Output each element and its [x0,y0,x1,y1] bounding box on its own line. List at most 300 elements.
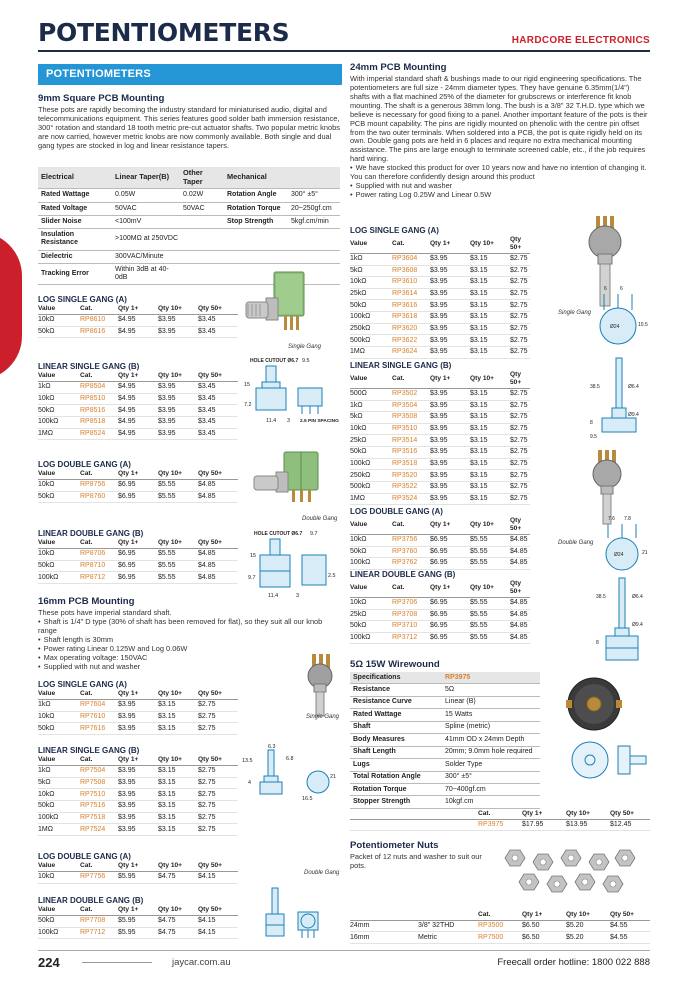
dim-label: Ø9.4 [632,622,643,628]
price-table [38,755,238,836]
pot-pin [290,316,293,330]
price-cell: $2.75 [510,346,530,358]
price-cell: $2.75 [198,777,238,789]
table-row [38,315,238,327]
value-cell: 10kΩ [38,711,80,723]
ww-spec-table [350,672,540,809]
spec-label: Dielectric [38,250,112,263]
table-row [350,597,530,609]
col-cat: Cat. [80,755,118,765]
price-cell: $5.55 [470,534,510,546]
col-value: Value [38,538,80,548]
cat-number[interactable]: RP3610 [392,277,430,289]
spec-value: 41mm OD x 24mm Depth [442,734,540,746]
dim-label: 15 [244,382,250,388]
cat-number[interactable]: RP8510 [80,393,118,405]
table-row [350,265,530,277]
spec-row [350,759,540,771]
value-cell: 10kΩ [350,534,392,546]
col-empty [418,910,478,920]
table-row [350,621,530,633]
col-cat: Cat. [392,370,430,388]
spec-empty [224,229,340,251]
table-row [350,288,530,300]
price-cell: $2.75 [510,423,530,435]
col-q1: Qty 1+ [118,304,158,314]
ww-lug [566,700,572,708]
price-table [350,516,530,569]
price-cell: $4.85 [510,546,530,558]
price-cell: $6.95 [118,572,158,584]
cat-number[interactable]: RP7712 [80,927,118,939]
cat-number[interactable]: RP8706 [80,549,118,561]
value-cell: 100kΩ [350,632,392,644]
value-cell: 1MΩ [38,428,80,440]
bullet-item: • Max operating voltage: 150VAC [38,654,340,663]
table-row [38,723,238,735]
table-title: LINEAR SINGLE GANG (B) [350,361,452,370]
cat-number[interactable]: RP7510 [80,789,118,801]
price-cell: $3.95 [430,323,470,335]
cat-number[interactable]: RP7508 [80,777,118,789]
dim-label: 9.7 [310,531,318,537]
col-value: Value [38,755,80,765]
col-q1: Qty 1+ [118,755,158,765]
cat-number[interactable]: RP7604 [80,700,118,712]
price-cell: $3.95 [118,824,158,836]
cat-number[interactable]: RP3502 [392,388,430,400]
price-cell: $5.95 [118,927,158,939]
m24-bullet-list [350,164,650,200]
price-cell: $2.75 [510,412,530,424]
price-cell: $3.15 [470,458,510,470]
pot-shaft [316,692,324,716]
cat-number[interactable]: RP8518 [80,417,118,429]
cat-number[interactable]: RP8760 [80,491,118,503]
value-cell: 50kΩ [38,723,80,735]
cat-number[interactable]: RP7524 [80,824,118,836]
nuts-description: Packet of 12 nuts and washer to suit our pots. [350,852,482,871]
table-title: LOG DOUBLE GANG (A) [350,507,443,516]
dim-shaft [266,366,276,382]
ww-dim-side [618,746,630,774]
table-title: LOG DOUBLE GANG (A) [38,852,131,861]
price-cell: $3.15 [470,470,510,482]
footer-hotline: Freecall order hotline: 1800 022 888 [497,957,650,968]
cat-number[interactable]: RP8524 [80,428,118,440]
caption-single-gang: Single Gang [288,344,322,350]
pot-pin [292,490,295,502]
spec-row [350,746,540,758]
price-cell: $4.55 [610,920,650,932]
dim-label: 13.5 [242,758,253,764]
price-table [38,469,238,503]
ww-lug [616,700,622,708]
col-q50: Qty 50+ [510,370,530,388]
cat-number[interactable]: RP3504 [392,400,430,412]
dim-label: 2.5 [328,573,336,579]
dim-label: 8 [596,640,599,646]
price-cell: $3.15 [470,253,510,265]
nut-holes [512,855,628,887]
spec-value: Within 3dB at 40-0dB [112,263,180,285]
spec-value: 300VAC/Minute [112,250,224,263]
price-cell: $3.95 [430,481,470,493]
nut-hole [540,859,546,865]
cat-number[interactable]: RP3616 [392,300,430,312]
spec-value: Linear (B) [442,696,540,708]
cat-number[interactable]: RP3508 [392,412,430,424]
spec-label: Rotation Torque [350,783,442,795]
price-cell: $3.15 [470,447,510,459]
price-cell: $3.95 [118,789,158,801]
price-cell: $4.95 [118,417,158,429]
price-cell: $5.95 [118,916,158,928]
cat-number[interactable]: RP7616 [80,723,118,735]
spec-label: Resistance [350,684,442,696]
cat-number[interactable]: RP7610 [80,711,118,723]
spec-label: Stopper Strength [350,796,442,808]
cat-number[interactable]: RP3708 [392,609,430,621]
spec-value: >100MΩ at 250VDC [112,229,224,251]
cat-number[interactable]: RP3604 [392,253,430,265]
col-q1: Qty 1+ [430,516,470,534]
cat-number[interactable]: RP7500 [478,932,522,944]
pot-bush [598,254,612,264]
col-cat: Cat. [80,304,118,314]
value-cell: 10kΩ [38,393,80,405]
dim-shaft [619,578,625,628]
price-cell: $2.75 [510,400,530,412]
header-divider [38,50,650,52]
cat-number[interactable]: RP7756 [80,872,118,884]
table-row [350,400,530,412]
col-q50: Qty 50+ [510,235,530,253]
table-row [38,480,238,492]
table-title: LOG DOUBLE GANG (A) [38,460,131,469]
col-value: Value [38,304,80,314]
dim-label: 11.4 [268,593,279,599]
price-cell: $4.15 [198,916,238,928]
price-cell: $6.95 [430,597,470,609]
value-cell: 25kΩ [350,288,392,300]
dim-label: 6.8 [286,756,294,762]
sq9-heading: 9mm Square PCB Mounting [38,93,165,104]
value-cell: 100kΩ [38,927,80,939]
col-q10: Qty 10+ [470,516,510,534]
table-row [350,609,530,621]
ww-dim-front [572,742,608,778]
bullet-item: • Power rating Linear 0.125W and Log 0.06W [38,645,340,654]
price-cell: $3.15 [470,400,510,412]
value-cell: 1kΩ [38,766,80,778]
cat-number[interactable]: RP3710 [392,621,430,633]
dim-label: 21 [642,550,648,556]
cat-number[interactable]: RP3520 [392,470,430,482]
sq9-description: These pots are rapidly becoming the industry standard for miniaturised audio, digital and telecommunications equipment. This series features good solder bath immersion resistance, 300° rotation and standard 18 tooth metric pre-cut actuator shafts. Two popular metric knobs are now carried, however metric knobs are now commonly available. Both single and dual gang types are stocked in log and linear resistance tapers. [38,105,340,150]
table-title: LOG SINGLE GANG (A) [38,295,127,304]
price-cell: $3.95 [158,326,198,338]
table-row [350,932,650,944]
price-cell: $3.15 [158,711,198,723]
cell-empty [350,819,478,831]
col-q10: Qty 10+ [158,538,198,548]
cat-number[interactable]: RP8516 [80,405,118,417]
bullet-item: • Shaft length is 30mm [38,636,340,645]
price-block [350,226,530,359]
price-cell: $5.55 [470,621,510,633]
value-cell: 250kΩ [350,323,392,335]
price-cell: $6.50 [522,932,566,944]
price-cell: $5.55 [470,558,510,570]
price-cell: $3.15 [158,723,198,735]
pot-16mm-dimension-drawing [240,740,340,804]
price-cell: $4.95 [118,315,158,327]
price-table [350,235,530,358]
price-cell: $3.15 [470,346,510,358]
cat-number[interactable]: RP7518 [80,812,118,824]
price-cell: $4.85 [510,632,530,644]
ww-spec-cat: RP3975 [442,672,540,684]
col-value: Value [38,469,80,479]
price-cell: $6.95 [430,534,470,546]
table-row [38,572,238,584]
price-cell: $3.95 [118,711,158,723]
price-cell: $3.95 [430,288,470,300]
price-cell: $5.55 [158,491,198,503]
cat-number[interactable]: RP3622 [392,335,430,347]
spec-head-empty [288,167,340,189]
cat-number[interactable]: RP8710 [80,560,118,572]
cat-number[interactable]: RP3614 [392,288,430,300]
price-cell: $3.15 [470,481,510,493]
price-block [350,361,530,505]
dim-shaft [272,888,278,914]
price-cell: $4.95 [118,393,158,405]
dim-label: 3 [287,418,290,424]
cat-number[interactable]: RP7708 [80,916,118,928]
price-cell: $3.95 [430,277,470,289]
col-q10: Qty 10+ [158,861,198,871]
cat-number[interactable]: RP3762 [392,558,430,570]
table-row [38,801,238,813]
price-table [38,689,238,735]
dim-body [256,388,286,410]
price-cell: $4.85 [198,560,238,572]
price-cell: $4.95 [118,428,158,440]
nuts-price-table [350,910,650,944]
price-block [38,460,238,503]
table-title: LINEAR SINGLE GANG (B) [38,746,140,755]
value-cell: 250kΩ [350,470,392,482]
cat-number[interactable]: RP8504 [80,382,118,394]
col-q50: Qty 50+ [198,861,238,871]
table-row [350,558,530,570]
cat-number[interactable]: RP3618 [392,312,430,324]
table-title: LOG SINGLE GANG (A) [38,680,127,689]
price-cell: $3.15 [158,700,198,712]
col-q50: Qty 50+ [198,905,238,915]
spec-value [180,215,224,228]
price-cell: $3.15 [470,323,510,335]
price-block [38,529,238,584]
price-cell: $3.15 [470,388,510,400]
dim-label: 38.5 [596,594,606,600]
price-cell: $3.95 [158,405,198,417]
cat-number[interactable]: RP3608 [392,265,430,277]
price-cell: $2.75 [510,470,530,482]
spec-value: 0.02W [180,189,224,202]
dim-label: 11.4 [266,418,277,424]
nuts-section [350,840,490,871]
price-cell: $6.95 [430,609,470,621]
caption-double-gang: Double Gang [304,870,340,876]
price: $13.95 [566,819,610,831]
price-cell: $4.15 [198,872,238,884]
pot-16mm-double-dimension-drawing [262,882,342,946]
spec-row [350,771,540,783]
footer-url[interactable]: jaycar.com.au [172,957,231,968]
spec-head: Other Taper [180,167,224,189]
col-value: Value [350,370,392,388]
spec-label: Resistance Curve [350,696,442,708]
price-cell: $3.95 [430,312,470,324]
cat-number[interactable]: RP3760 [392,546,430,558]
price-cell: $3.95 [430,412,470,424]
dim-label: 6.3 [268,744,276,750]
m24-section [350,62,650,200]
price-cell: $4.85 [510,534,530,546]
cat-number[interactable]: RP3620 [392,323,430,335]
spec-label: Lugs [350,759,442,771]
cat-number[interactable]: RP3975 [478,819,522,831]
col-q10: Qty 10+ [158,304,198,314]
nut-hole [526,879,532,885]
cat-number[interactable]: RP3510 [392,423,430,435]
price-cell: $6.95 [118,560,158,572]
cat-number[interactable]: RP3500 [478,920,522,932]
col-cat: Cat. [80,905,118,915]
price-cell: $2.75 [510,493,530,505]
table-row [350,546,530,558]
cat-number[interactable]: RP7516 [80,801,118,813]
price-cell: $5.95 [118,872,158,884]
spec-row [350,684,540,696]
table-row [38,766,238,778]
price-cell: $2.75 [510,481,530,493]
cat-number[interactable]: RP8712 [80,572,118,584]
price-cell: $6.95 [118,549,158,561]
cat-number[interactable]: RP3712 [392,632,430,644]
value-cell: 1kΩ [350,400,392,412]
price-cell: $3.95 [118,766,158,778]
price-cell: $5.55 [158,549,198,561]
price-cell: $3.95 [430,470,470,482]
price-cell: $3.95 [118,777,158,789]
cat-number[interactable]: RP8610 [80,315,118,327]
value-cell: 24mm [350,920,418,932]
price-cell: $3.95 [430,447,470,459]
price-cell: $2.75 [198,801,238,813]
price-cell: $3.45 [198,326,238,338]
col-cat: Cat. [478,809,522,819]
col-q1: Qty 1+ [118,538,158,548]
price-cell: $4.85 [510,597,530,609]
cat-number[interactable]: RP7504 [80,766,118,778]
spec-value: 0.05W [112,189,180,202]
price-block [350,507,530,570]
bullet-item: • Supplied with nut and washer [38,663,340,672]
value-cell: 1MΩ [38,824,80,836]
cat-number[interactable]: RP3514 [392,435,430,447]
dim-body [602,418,636,432]
cat-number[interactable]: RP8756 [80,480,118,492]
cat-number[interactable]: RP3524 [392,493,430,505]
price: $17.95 [522,819,566,831]
price-cell: $6.95 [430,546,470,558]
cat-number[interactable]: RP3624 [392,346,430,358]
table-row [350,920,650,932]
price-cell: $6.95 [430,558,470,570]
cat-number[interactable]: RP3756 [392,534,430,546]
dim-cutout-label: HOLE CUTOUT Ø6.7 [250,358,299,364]
caption-single-gang: Single Gang [306,714,340,720]
spec-value: 20~250gf.cm [288,202,340,215]
table-row [38,711,238,723]
nut-hole [596,859,602,865]
price-cell: $3.15 [158,801,198,813]
value-cell: Metric [418,932,478,944]
col-q50: Qty 50+ [198,689,238,699]
value-cell: 1kΩ [38,700,80,712]
cat-number[interactable]: RP3518 [392,458,430,470]
dim-label: Ø24 [610,324,620,330]
price-cell: $3.15 [470,312,510,324]
footer-divider [38,950,650,951]
dim-label: Ø6.4 [632,594,643,600]
table-row [350,346,530,358]
header-brand: HARDCORE ELECTRONICS [511,35,650,46]
bullet-item: • We have stocked this product for over 10 years now and have no intention of changing it. You can therefore confidently design around this product [350,164,650,182]
price-cell: $3.15 [470,300,510,312]
pot-body [593,460,621,488]
dim-shaft [270,539,280,555]
spec-label: Rotation Torque [224,202,288,215]
ww-price-table [350,809,650,831]
spec-label: Rated Voltage [38,202,112,215]
table-row [350,458,530,470]
cat-number[interactable]: RP3516 [392,447,430,459]
price-cell: $6.50 [522,920,566,932]
table-row [38,326,238,338]
spec-value: 300° ±5° [288,189,340,202]
price-block [38,896,238,939]
spec-label: Body Measures [350,734,442,746]
cat-number[interactable]: RP3706 [392,597,430,609]
col-cat: Cat. [392,235,430,253]
col-q1: Qty 1+ [118,905,158,915]
cat-number[interactable]: RP8616 [80,326,118,338]
table-row [350,493,530,505]
price-cell: $3.15 [158,812,198,824]
col-q10: Qty 10+ [566,910,610,920]
price-cell: $3.95 [430,253,470,265]
pot-9mm-double-image [248,450,338,518]
cat-number[interactable]: RP3522 [392,481,430,493]
dim-side-body [302,555,326,585]
pot-pin [300,490,303,502]
dim-label: 3 [296,593,299,599]
